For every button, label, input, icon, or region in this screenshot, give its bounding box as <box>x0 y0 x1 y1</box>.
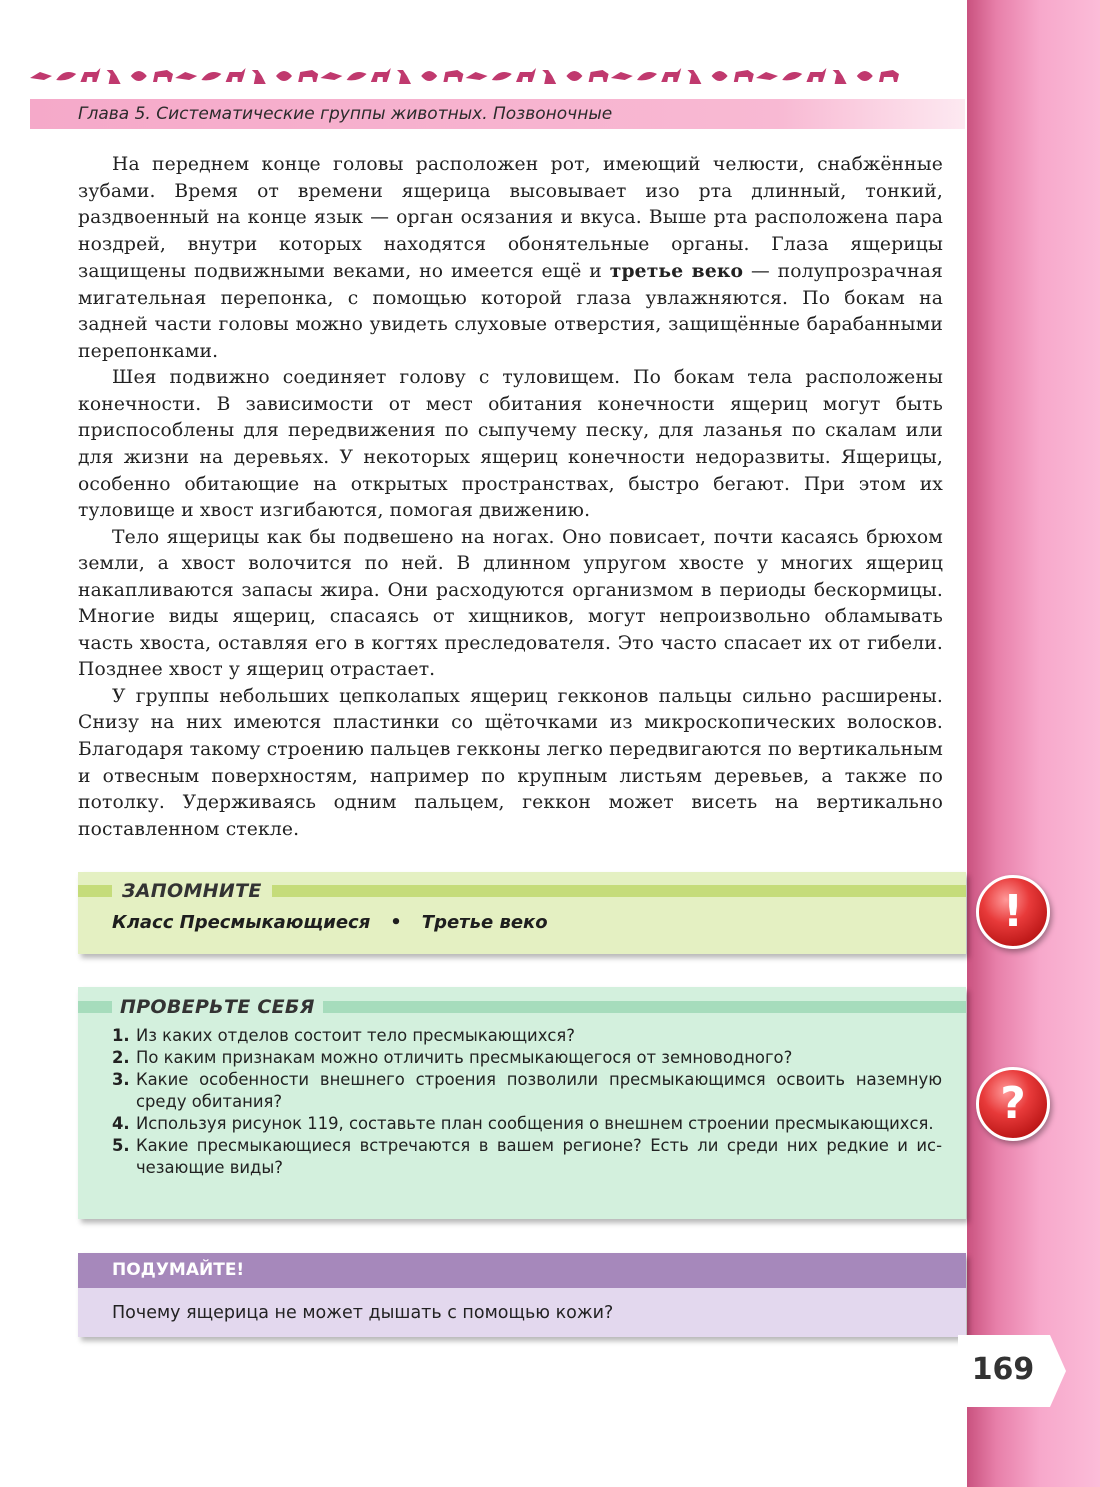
question-item <box>112 1069 942 1113</box>
check-yourself-box <box>78 987 966 1219</box>
remember-term: Третье веко <box>421 912 548 933</box>
paragraph-limbs: Шея подвижно соединяет голову с туловищем. По бокам тела расположены конечности. В зависимости от мест обитания конечности ящериц могут быть приспособлены для передвижения по сыпучему песку, для лазанья по скалам или для жизни на деревьях. У некоторых ящериц конечности недоразвиты. Ящерицы, особенно обитающие на открытых пространствах, быстро бегают. При этом их туловище и хвост изгибаются, помогая движению. <box>78 367 943 522</box>
remember-term: Класс Пресмыкающиеся <box>112 912 371 933</box>
chapter-title: Глава 5. Систематические группы животных. Позвоночные <box>78 104 613 124</box>
remember-terms <box>112 912 548 933</box>
remember-title: ЗАПОМНИТЕ <box>112 878 272 904</box>
question-text: Какие пресмыкающиеся встречаются в вашем регионе? Есть ли среди них редкие и исчезающие виды? <box>136 1136 942 1177</box>
paragraph-tail: Тело ящерицы как бы подвешено на ногах. Оно повисает, почти касаясь брюхом земли, а хвост волочится по ней. В длинном упругом хвосте у многих ящериц накапливаются запасы жира. Они расходуются организмом в периоды бескормицы. Многие виды ящериц, спасаясь от хищников, могут непроизвольно обламывать часть хвоста, оставляя его в когтях преследователя. Это часто спасает их от гибели. Позднее хвост у ящериц отрастает. <box>78 526 943 681</box>
page-number: 169 <box>971 1352 1035 1387</box>
think-box <box>78 1253 966 1337</box>
question-item <box>112 1113 942 1135</box>
think-title: ПОДУМАЙТЕ! <box>112 1260 245 1280</box>
term-third-eyelid: третье веко <box>609 260 744 283</box>
think-question: Почему ящерица не может дышать с помощью кожи? <box>112 1303 614 1323</box>
paragraph-head-text-a: На переднем конце головы расположен рот, имеющий челюсти, снабжённые зубами. Время от времени ящерица высовывает изо рта длинный, тонкий, раздвоенный на конце язык — орган осязания и вкуса. Выше рта расположена пара ноздрей, внутри которых находятся обонятельные органы. Глаза ящерицы защищены подвижными веками, но имеется ещё и <box>78 154 943 283</box>
main-text <box>78 152 943 843</box>
question-number: 4. <box>112 1114 130 1133</box>
question-text: Какие особенности внешнего строения позволили пресмыкающимся освоить наземную среду обитания? <box>136 1070 942 1111</box>
check-title: ПРОВЕРЬТЕ СЕБЯ <box>112 994 323 1020</box>
question-number: 1. <box>112 1026 130 1045</box>
question-text: Из каких отделов состоит тело пресмыкающихся? <box>136 1026 575 1045</box>
remember-box <box>78 872 966 954</box>
bullet: • <box>390 912 402 933</box>
question-text: По каким признакам можно отличить пресмыкающегося от земноводного? <box>136 1048 793 1067</box>
question-number: 3. <box>112 1070 130 1089</box>
question-text: Используя рисунок 119, составьте план сообщения о внешнем строении пресмыкающихся. <box>136 1114 934 1133</box>
exclamation-icon: ! <box>976 875 1050 949</box>
question-number: 2. <box>112 1048 130 1067</box>
paragraph-head <box>78 152 943 365</box>
question-list <box>112 1025 942 1179</box>
question-item <box>112 1047 942 1069</box>
paragraph-head-text-b: — полупрозрачная мигательная перепонка, с помощью которой глаза увлажняются. По бокам на задней части головы можно увидеть слуховые отверстия, защищённые барабанными перепонками. <box>78 261 943 362</box>
question-number: 5. <box>112 1136 130 1155</box>
question-icon: ? <box>976 1067 1050 1141</box>
page-edge-band <box>967 0 1100 1487</box>
animal-silhouettes-icon <box>30 64 910 88</box>
question-item <box>112 1025 942 1047</box>
question-item <box>112 1135 942 1179</box>
paragraph-geckos: У группы небольших цепколапых ящериц гекконов пальцы сильно расширены. Снизу на них имеются пластинки со щёточками из микроскопических волосков. Благодаря такому строению пальцев гекконы легко передвигаются по вертикальным и отвесным поверхностям, например по крупным листьям деревьев, а также по потолку. Удерживаясь одним пальцем, геккон может висеть на вертикально поставленном стекле. <box>78 685 943 840</box>
